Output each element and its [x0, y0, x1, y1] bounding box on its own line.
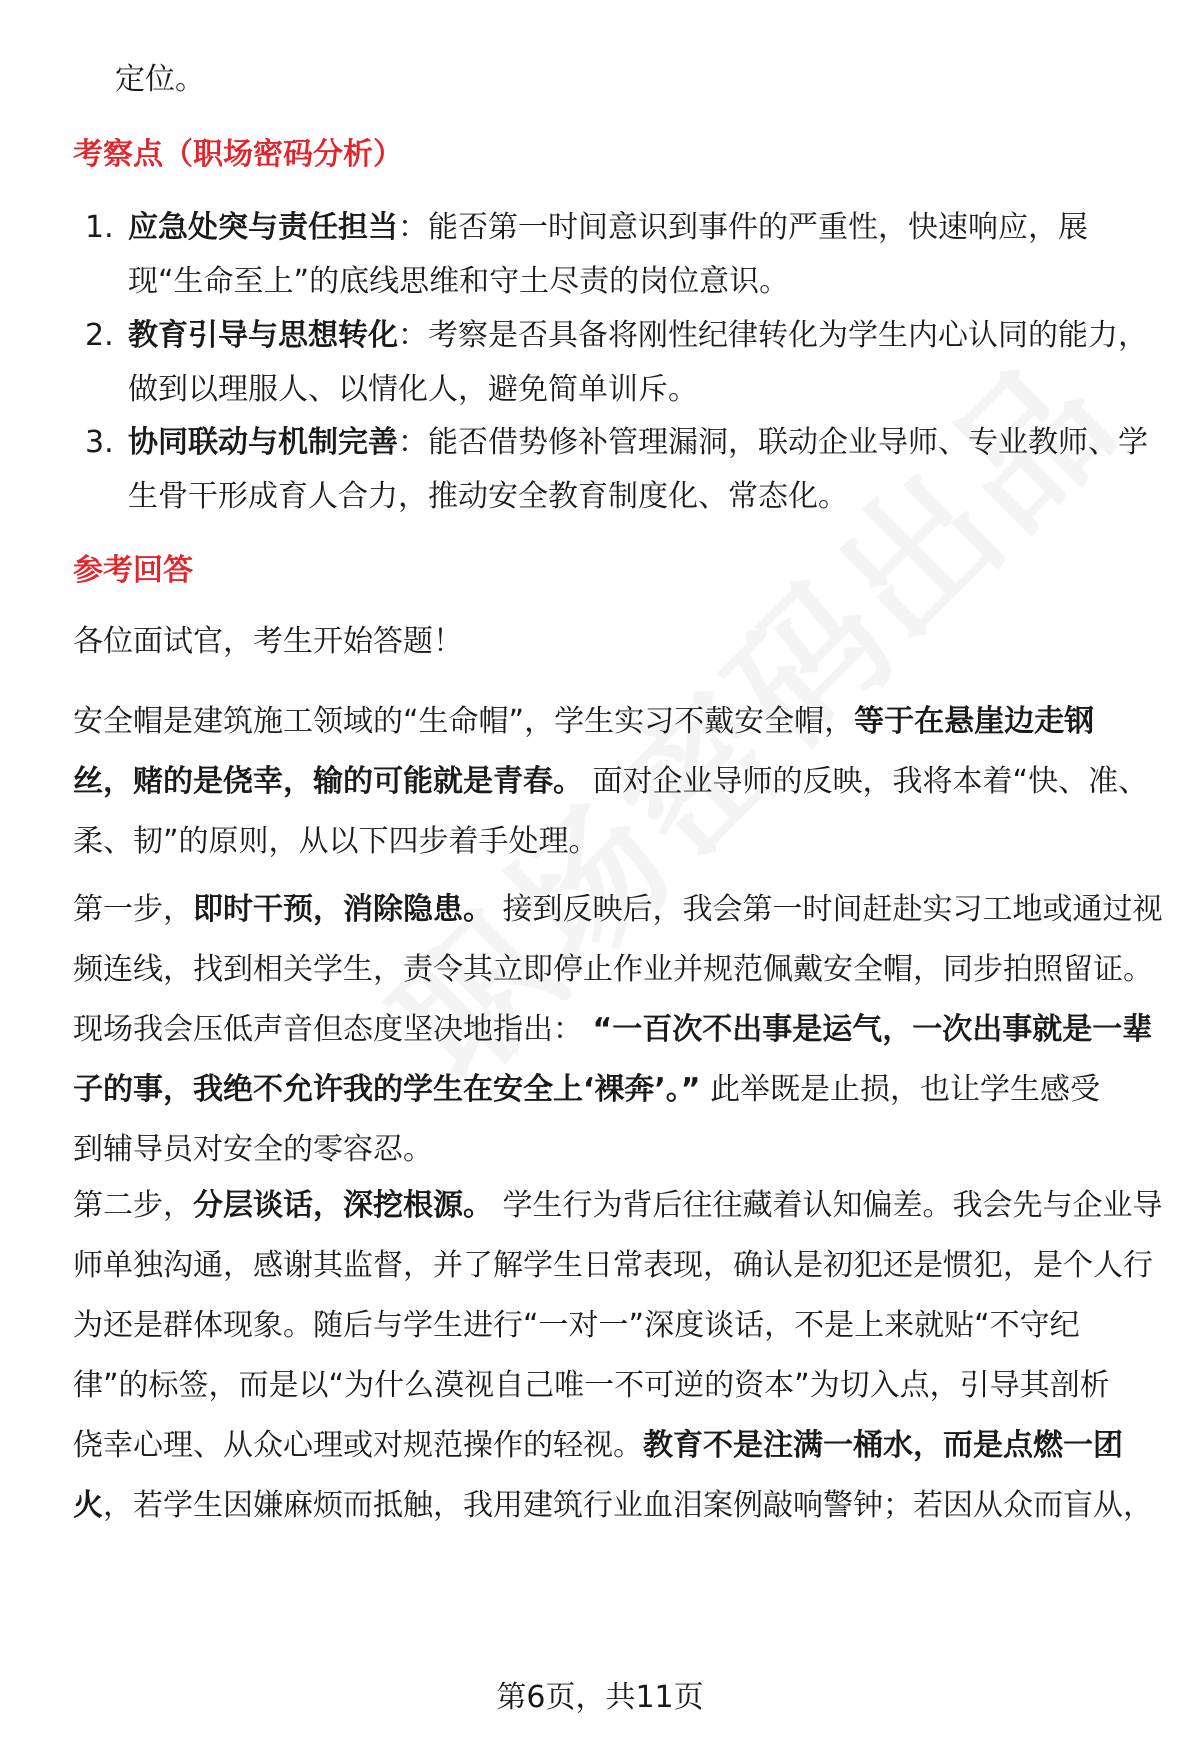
- paragraph-intro: 安全帽是建筑施工领域的“生命帽”，学生实习不戴安全帽，等于在悬崖边走钢 丝，赌的是侥幸，输的可能就是青春。 面对企业导师的反映，我将本着“快、准、 柔、韧”的原则，从以下四步着手处理。: [73, 704, 1149, 859]
- list-item: [73, 413, 1158, 533]
- emphasis: 子的事，我绝不允许我的学生在安全上‘裸奔’。”: [73, 1072, 701, 1107]
- list-item: [73, 198, 1158, 318]
- point-text: 现“生命至上”的底线思维和守土尽责的岗位意识。: [128, 264, 790, 299]
- page-footer: 第6页，共11页: [496, 1680, 704, 1715]
- paragraph-step-1: 第一步，即时干预，消除隐患。 接到反映后，我会第一时间赶赴实习工地或通过视 频连线，找到相关学生，责令其立即停止作业并规范佩戴安全帽，同步拍照留证。 现场我会压低声音但态度坚决地指出： “一百次不出事是运气，一次出事就是一辈 子的事，我绝不允许我的学生在安全上‘裸奔’。” 此举既是止损，也让学生感受 到辅导员对安全的零容忍。: [73, 892, 1163, 1167]
- greeting: 各位面试官，考生开始答题！: [73, 624, 463, 659]
- emphasis: 等于在悬崖边走钢: [854, 704, 1095, 739]
- point-text: ：能否借势修补管理漏洞，联动企业导师、专业教师、学: [398, 425, 1148, 460]
- point-text: 做到以理服人、以情化人，避免简单训斥。: [128, 372, 698, 407]
- point-text: ：能否第一时间意识到事件的严重性，快速响应，展: [398, 210, 1088, 245]
- point-title: 应急处突与责任担当: [128, 210, 398, 245]
- paragraph-step-2: 第二步，分层谈话，深挖根源。 学生行为背后往往藏着认知偏差。我会先与企业导 师单独沟通，感谢其监督，并了解学生日常表现，确认是初犯还是惯犯，是个人行 为还是群体现象。随后与学生进行“一对一”深度谈话，不是上来就贴“不守纪 律”的标签，而是以“为什么漠视自己唯一不可逆的资本”为切入点，引导其剖析 侥幸心理、从众心理或对规范操作的轻视。教育不是注满一桶水，而是点燃一团 火，若学生因嫌麻烦而抵触，我用建筑行业血泪案例敲响警钟；若因从众而盲从，: [73, 1188, 1163, 1523]
- emphasis: 教育不是注满一桶水，而是点燃一团: [643, 1428, 1123, 1463]
- list-number: 1.: [85, 210, 114, 245]
- point-text: 生骨干形成育人合力，推动安全教育制度化、常态化。: [128, 479, 848, 514]
- point-text: ：考察是否具备将刚性纪律转化为学生内心认同的能力，: [398, 318, 1148, 353]
- point-title: 教育引导与思想转化: [128, 318, 398, 353]
- section-heading-answer: 参考回答: [73, 553, 193, 588]
- emphasis: 丝，赌的是侥幸，输的可能就是青春。: [73, 764, 583, 799]
- emphasis: “一百次不出事是运气，一次出事就是一辈: [592, 1012, 1153, 1047]
- intro-tail: 定位。: [115, 62, 205, 97]
- list-number: 3.: [85, 425, 114, 460]
- emphasis: 火: [73, 1488, 103, 1523]
- list-number: 2.: [85, 318, 114, 353]
- emphasis: 分层谈话，深挖根源。: [193, 1188, 493, 1223]
- list-item: [73, 306, 1158, 426]
- emphasis: 即时干预，消除隐患。: [193, 892, 493, 927]
- point-title: 协同联动与机制完善: [128, 425, 398, 460]
- section-heading-analysis: 考察点（职场密码分析）: [73, 137, 403, 172]
